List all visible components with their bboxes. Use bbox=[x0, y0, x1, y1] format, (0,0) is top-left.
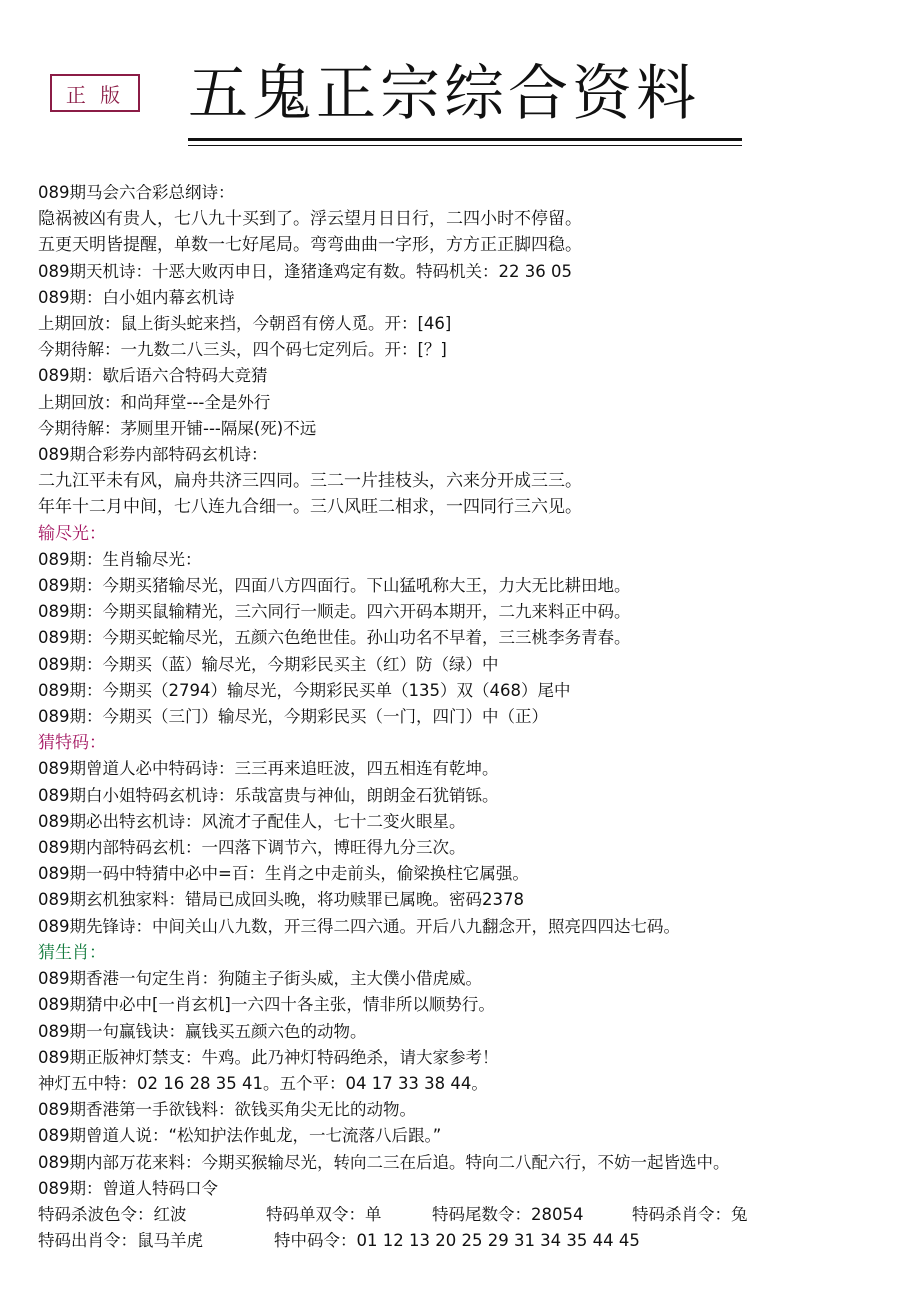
text-line: 089期：歇后语六合特码大竞猜 bbox=[38, 366, 268, 386]
command-row-2 bbox=[38, 1228, 888, 1254]
text-line: 089期：白小姐内幕玄机诗 bbox=[38, 287, 235, 307]
text-line: 隐祸被凶有贵人，七八九十买到了。浮云望月日日行，二四小时不停留。 bbox=[38, 209, 582, 230]
text-line: 089期：今期买猪输尽光，四面八方四面行。下山猛吼称大王，力大无比耕田地。 bbox=[38, 576, 631, 596]
text-line: 089期猜中必中[一肖玄机]一六四十各主张，情非所以顺势行。 bbox=[38, 995, 495, 1015]
text-line: 089期香港一句定生肖：狗随主子街头威，主大僕小借虎威。 bbox=[38, 969, 482, 989]
text-line: 年年十二月中间，七八连九合细一。三八风旺二相求，一四同行三六见。 bbox=[38, 497, 582, 518]
text-line: 089期合彩券内部特码玄机诗： bbox=[38, 445, 268, 465]
text-line: 089期天机诗：十恶大败丙申日，逢猪逢鸡定有数。特码机关：22 36 05 bbox=[38, 261, 572, 281]
text-line: 089期：今期买（2794）输尽光，今期彩民买单（135）双（468）尾中 bbox=[38, 680, 571, 700]
text-line: 今期待解：茅厕里开铺---隔屎(死)不远 bbox=[38, 418, 317, 438]
text-line: 089期香港第一手欲钱料：欲钱买角尖无比的动物。 bbox=[38, 1100, 416, 1120]
text-line: 089期先锋诗：中间关山八九数，开三得二四六通。开后八九翻念开，照亮四四达七码。 bbox=[38, 916, 680, 936]
text-line: 089期：曾道人特码口令 bbox=[38, 1178, 218, 1198]
text-line: 089期：今期买鼠输精光，三六同行一顺走。四六开码本期开，二九来料正中码。 bbox=[38, 602, 631, 622]
text-line: 五更天明皆提醒，单数一七好尾局。弯弯曲曲一字形，方方正正脚四稳。 bbox=[38, 235, 582, 256]
command-out-zodiac: 特码出肖令：鼠马羊虎 bbox=[38, 1231, 203, 1251]
text-line: 089期曾道人必中特码诗：三三再来追旺波，四五相连有乾坤。 bbox=[38, 759, 499, 779]
command-kill-zodiac: 特码杀肖令：兔 bbox=[632, 1204, 748, 1224]
command-tail-number: 特码尾数令：28054 bbox=[432, 1204, 584, 1224]
page-title: 五鬼正宗综合资料 bbox=[188, 59, 700, 129]
section-heading-guess-code: 猜特码： bbox=[38, 733, 106, 754]
title-underline-thin bbox=[188, 145, 742, 146]
text-line: 089期内部万花来料：今期买猴输尽光，转向二三在后追。特向二八配六行，不妨一起皆选中。 bbox=[38, 1152, 730, 1172]
text-line: 089期玄机独家料：错局已成回头晚，将功赎罪已属晚。密码2378 bbox=[38, 890, 524, 910]
text-line: 089期白小姐特码玄机诗：乐哉富贵与神仙，朗朗金石犹销铄。 bbox=[38, 785, 499, 805]
text-line: 089期：生肖输尽光： bbox=[38, 549, 202, 569]
text-line: 089期一码中特猜中必中=百：生肖之中走前头，偷梁换柱它属强。 bbox=[38, 864, 529, 884]
text-line: 上期回放：鼠上街头蛇来挡，今朝舀有傍人觅。开：[46] bbox=[38, 314, 452, 334]
text-line: 089期曾道人说：“松知护法作虬龙，一七流落八后跟。” bbox=[38, 1126, 442, 1146]
text-line: 089期正版神灯禁支：牛鸡。此乃神灯特码绝杀，请大家参考！ bbox=[38, 1047, 499, 1067]
text-line: 089期：今期买蛇输尽光，五颜六色绝世佳。孙山功名不早着，三三桃李务青春。 bbox=[38, 628, 631, 648]
text-line: 二九江平未有风，扁舟共济三四同。三二一片挂枝头，六来分开成三三。 bbox=[38, 471, 582, 492]
text-line: 089期马会六合彩总纲诗： bbox=[38, 183, 235, 202]
title-underline-thick bbox=[188, 138, 742, 141]
command-odd-even: 特码单双令：单 bbox=[266, 1204, 382, 1224]
command-row-1 bbox=[38, 1202, 888, 1228]
text-line: 神灯五中特：02 16 28 35 41。五个平：04 17 33 38 44。 bbox=[38, 1073, 488, 1093]
edition-badge: 正 版 bbox=[50, 74, 140, 112]
text-line: 今期待解：一九数二八三头，四个码七定列后。开：[？] bbox=[38, 340, 447, 360]
text-line: 089期：今期买（蓝）输尽光，今期彩民买主（红）防（绿）中 bbox=[38, 654, 499, 674]
text-line: 089期必出特玄机诗：风流才子配佳人，七十二变火眼星。 bbox=[38, 811, 466, 831]
text-line: 089期一句赢钱诀：赢钱买五颜六色的动物。 bbox=[38, 1021, 367, 1041]
command-winning-numbers: 特中码令：01 12 13 20 25 29 31 34 35 44 45 bbox=[274, 1231, 640, 1251]
text-line: 089期：今期买（三门）输尽光，今期彩民买（一门，四门）中（正） bbox=[38, 707, 548, 727]
command-kill-color: 特码杀波色令：红波 bbox=[38, 1204, 187, 1224]
text-line: 上期回放：和尚拜堂---全是外行 bbox=[38, 392, 271, 412]
document-body bbox=[38, 180, 888, 1254]
text-line: 089期内部特码玄机：一四落下调节六，博旺得九分三次。 bbox=[38, 838, 466, 858]
section-heading-loss: 输尽光： bbox=[38, 523, 106, 544]
section-heading-guess-zodiac: 猜生肖： bbox=[38, 942, 106, 963]
